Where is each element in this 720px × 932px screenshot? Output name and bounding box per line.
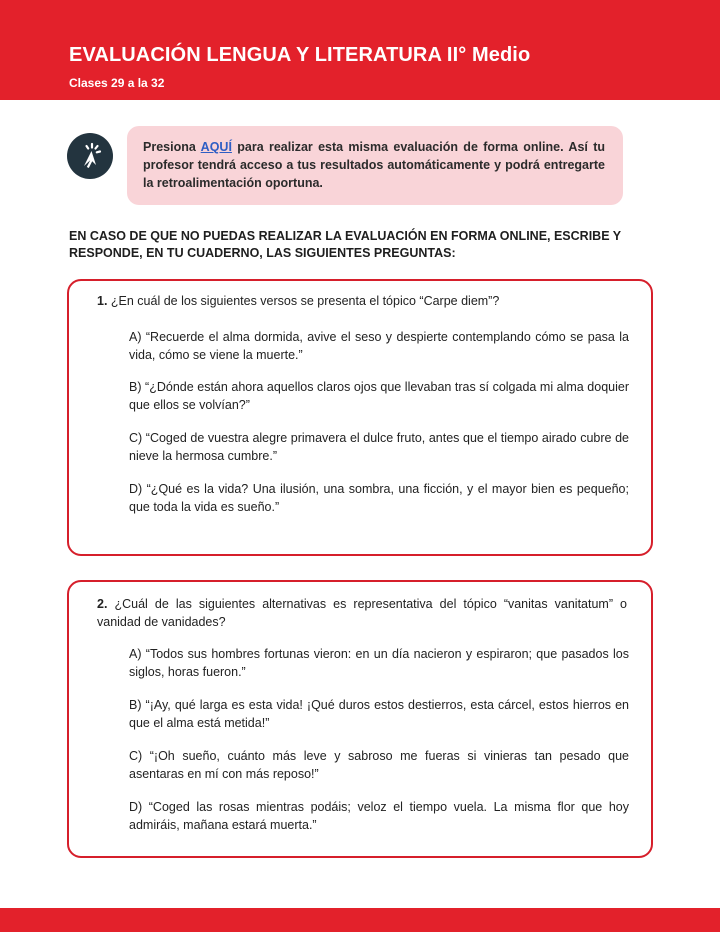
question-1-option-a: A) “Recuerde el alma dormida, avive el seso y despierte contemplando cómo se pasa la vida, cómo se viene la muerte.” <box>129 330 629 362</box>
question-1-option-b: B) “¿Dónde están ahora aquellos claros ojos que llevaban tras sí colgada mi alma doquier que ellos se volvían?” <box>129 380 629 412</box>
question-1-text <box>97 292 627 310</box>
question-2-option-a: A) “Todos sus hombres fortunas vieron: en un día nacieron y espiraron; que pasados los siglos, horas fueron.” <box>129 647 629 679</box>
online-notice-text <box>143 138 605 192</box>
question-prompt: ¿Cuál de las siguientes alternativas es representativa del tópico “vanitas vanitatum” o vanidad de vanidades? <box>97 597 627 629</box>
question-box-1 <box>67 279 653 556</box>
question-prompt: ¿En cuál de los siguientes versos se presenta el tópico “Carpe diem”? <box>107 294 500 308</box>
question-number: 2. <box>97 597 108 611</box>
question-1-option-c: C) “Coged de vuestra alegre primavera el dulce fruto, antes que el tiempo airado cubre de nieve la hermosa cumbre.” <box>129 431 629 463</box>
footer-bar <box>0 908 720 932</box>
instructions-heading: EN CASO DE QUE NO PUEDAS REALIZAR LA EVALUACIÓN EN FORMA ONLINE, ESCRIBE Y RESPONDE, EN TU CUADERNO, LAS SIGUIENTES PREGUNTAS: <box>69 229 621 260</box>
online-notice-box <box>127 126 623 205</box>
online-evaluation-link[interactable]: AQUÍ <box>200 140 232 154</box>
question-2-option-c: C) “¡Oh sueño, cuánto más leve y sabroso me fueras si vinieras tan pesado que asentaras en mí con más reposo!” <box>129 749 629 781</box>
question-box-2 <box>67 580 653 858</box>
cursor-click-icon <box>67 133 113 179</box>
notice-text-before: Presiona <box>143 140 201 154</box>
notice-text-after: para realizar esta misma evaluación de forma online. Así tu profesor tendrá acceso a tus resultados automáticamente y podrá entregarte la retroalimentación oportuna. <box>143 140 606 190</box>
question-2-option-b: B) “¡Ay, qué larga es esta vida! ¡Qué duros estos destierros, esta cárcel, estos hierros en que el alma está metida!” <box>129 698 629 730</box>
page-title: EVALUACIÓN LENGUA Y LITERATURA II° Medio <box>69 44 531 66</box>
header-bar <box>0 0 720 100</box>
page-subtitle: Clases 29 a la 32 <box>69 76 165 90</box>
question-1-option-d: D) “¿Qué es la vida? Una ilusión, una sombra, una ficción, y el mayor bien es pequeño; que toda la vida es sueño.” <box>129 482 629 514</box>
question-number: 1. <box>97 294 108 308</box>
question-2-text <box>97 595 627 631</box>
question-2-option-d: D) “Coged las rosas mientras podáis; veloz el tiempo vuela. La misma flor que hoy admiráis, mañana estará muerta.” <box>129 800 629 832</box>
